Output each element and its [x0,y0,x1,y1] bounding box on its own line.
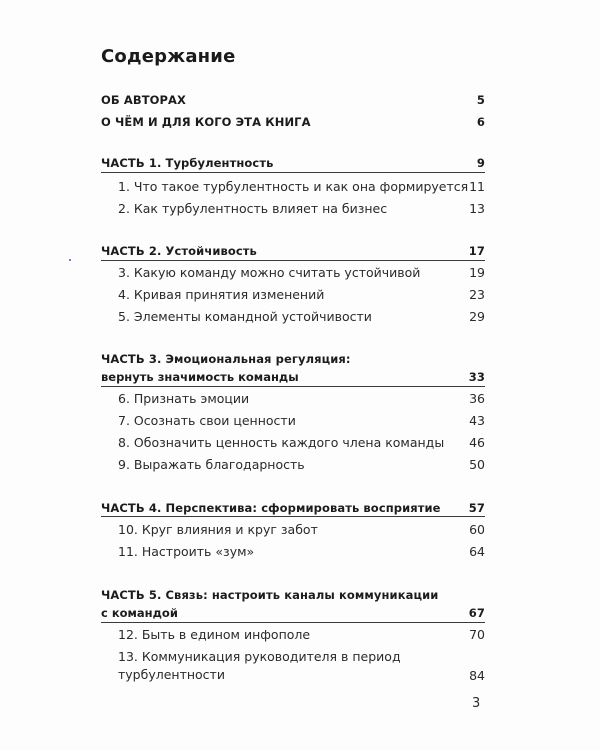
toc-entry-label: 13. Коммуникация руководителя в период [118,649,401,664]
toc-entry-page: 17 [468,244,485,258]
toc-entry-label: ОБ АВТОРАХ [101,93,187,107]
toc-entry-label: 5. Элементы командной устойчивости [118,309,372,324]
toc-entry-label: ЧАСТЬ 5. Связь: настроить каналы коммуникации [101,588,439,602]
toc-entry-label: 7. Осознать свои ценности [118,413,296,428]
toc-entry-label: 6. Признать эмоции [118,391,250,406]
toc-chapter-4 [101,287,485,309]
toc-entry-about-book [101,114,485,136]
toc-entry-label: 12. Быть в едином инфополе [118,627,311,642]
toc-entry-label-line2: с командой [101,606,178,620]
toc-entry-page: 43 [469,413,485,428]
toc-entry-label: ЧАСТЬ 3. Эмоциональная регуляция: [101,352,351,366]
toc-entry-page: 23 [469,287,485,302]
toc-chapter-3 [101,265,485,287]
toc-entry-label: ЧАСТЬ 4. Перспектива: сформировать восприятие [101,501,441,515]
toc-entry-label: ЧАСТЬ 1. Турбулентность [101,156,274,170]
toc-entry-label: 1. Что такое турбулентность и как она формируется [118,179,469,194]
part-divider-line [101,622,485,623]
toc-entry-page: 60 [469,522,485,537]
page-number: 3 [472,696,481,711]
toc-entry-page: 57 [468,501,485,515]
toc-entry-label: О ЧЁМ И ДЛЯ КОГО ЭТА КНИГА [101,115,311,129]
toc-part-4 [101,500,485,522]
toc-entry-label: 2. Как турбулентность влияет на бизнес [118,201,388,216]
toc-chapter-10 [101,522,485,544]
toc-entry-page: 11 [469,179,485,194]
toc-entry-label: ЧАСТЬ 2. Устойчивость [101,244,257,258]
toc-entry-page: 67 [468,606,485,620]
toc-entry-page: 19 [469,265,485,280]
toc-part-2 [101,243,485,265]
toc-entry-page: 36 [469,391,485,406]
toc-entry-page: 9 [476,156,485,170]
toc-chapter-9 [101,457,485,479]
toc-chapter-11 [101,544,485,566]
toc-entry-label: 4. Кривая принятия изменений [118,287,325,302]
toc-entry-page: 6 [476,115,485,129]
toc-chapter-6 [101,391,485,413]
toc-part-1 [101,155,485,177]
part-divider-line [101,172,485,173]
toc-part-3 [101,351,485,391]
toc-entry-label: 8. Обозначить ценность каждого члена команды [118,435,445,450]
toc-entry-page: 50 [469,457,485,472]
toc-entry-page: 13 [469,201,485,216]
toc-chapter-2 [101,201,485,223]
toc-entry-page: 46 [469,435,485,450]
toc-entry-page: 33 [468,370,485,384]
part-divider-line [101,386,485,387]
toc-chapter-1 [101,179,485,201]
toc-part-5 [101,587,485,627]
toc-entry-label-line2: вернуть значимость команды [101,370,299,384]
toc-chapter-7 [101,413,485,435]
toc-chapter-5 [101,309,485,331]
toc-entry-label-line2: турбулентности [118,667,225,682]
toc-entry-page: 5 [476,93,485,107]
toc-chapter-8 [101,435,485,457]
ink-speck [69,259,71,261]
part-divider-line [101,516,485,517]
toc-entry-about-authors [101,92,485,114]
toc-chapter-12 [101,627,485,649]
toc-chapter-13 [101,649,485,689]
toc-entry-page: 29 [469,309,485,324]
toc-title: Содержание [101,46,236,67]
toc-entry-label: 3. Какую команду можно считать устойчивой [118,265,421,280]
toc-entry-page: 84 [469,668,485,683]
toc-entry-label: 11. Настроить «зум» [118,544,255,559]
toc-entry-label: 9. Выражать благодарность [118,457,305,472]
toc-entry-label: 10. Круг влияния и круг забот [118,522,318,537]
part-divider-line [101,260,485,261]
toc-entry-page: 64 [469,544,485,559]
toc-entry-page: 70 [469,627,485,642]
